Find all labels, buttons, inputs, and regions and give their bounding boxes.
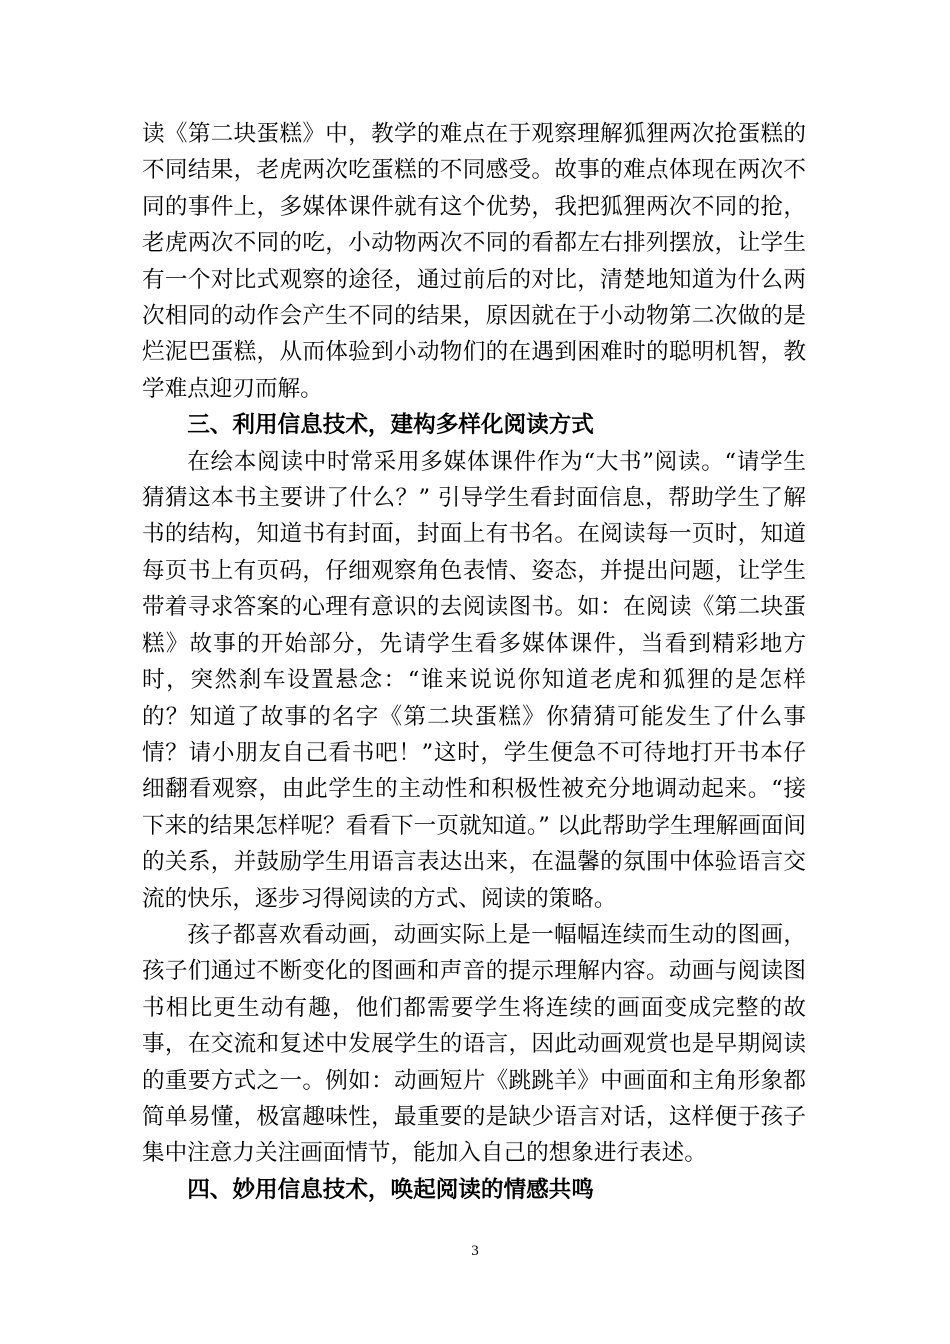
document-page (142, 116, 806, 1208)
page-number: 3 (471, 1243, 479, 1259)
body-paragraph-3: 孩子都喜欢看动画，动画实际上是一幅幅连续而生动的图画，孩子们通过不断变化的图画和声音的提示理解内容。动画与阅读图书相比更生动有趣，他们都需要学生将连续的画面变成完整的故事，在交流和复述中发展学生的语言，因此动画观赏也是早期阅读的重要方式之一。例如：动画短片《跳跳羊》中画面和主角形象都简单易懂，极富趣味性，最重要的是缺少语言对话，这样便于孩子集中注意力关注画面情节，能加入自己的想象进行表述。 (142, 921, 806, 1167)
section-heading-4: 四、妙用信息技术，唤起阅读的情感共鸣 (187, 1176, 594, 1203)
section-heading-3: 三、利用信息技术，建构多样化阅读方式 (187, 412, 594, 439)
body-paragraph-2: 在绘本阅读中时常采用多媒体课件作为“大书”阅读。“请学生猜猜这本书主要讲了什么？” 引导学生看封面信息，帮助学生了解书的结构，知道书有封面，封面上有书名。在阅读每一页时，知道每页书上有页码，仔细观察角色表情、姿态，并提出问题，让学生带着寻求答案的心理有意识的去阅读图书。如：在阅读《第二块蛋糕》故事的开始部分，先请学生看多媒体课件，当看到精彩地方时，突然刹车设置悬念：“谁来说说你知道老虎和狐狸的是怎样的？知道了故事的名字《第二块蛋糕》你猜猜可能发生了什么事情？请小朋友自己看书吧！”这时，学生便急不可待地打开书本仔细翻看观察，由此学生的主动性和积极性被充分地调动起来。“接下来的结果怎样呢？看看下一页就知道。” 以此帮助学生理解画面间的关系，并鼓励学生用语言表达出来，在温馨的氛围中体验语言交流的快乐，逐步习得阅读的方式、阅读的策略。 (142, 448, 806, 912)
body-paragraph-1: 读《第二块蛋糕》中，教学的难点在于观察理解狐狸两次抢蛋糕的不同结果，老虎两次吃蛋糕的不同感受。故事的难点体现在两次不同的事件上，多媒体课件就有这个优势，我把狐狸两次不同的抢，老虎两次不同的吃，小动物两次不同的看都左右排列摆放，让学生有一个对比式观察的途径，通过前后的对比，清楚地知道为什么两次相同的动作会产生不同的结果，原因就在于小动物第二次做的是烂泥巴蛋糕，从而体验到小动物们的在遇到困难时的聪明机智，教学难点迎刃而解。 (142, 121, 806, 402)
